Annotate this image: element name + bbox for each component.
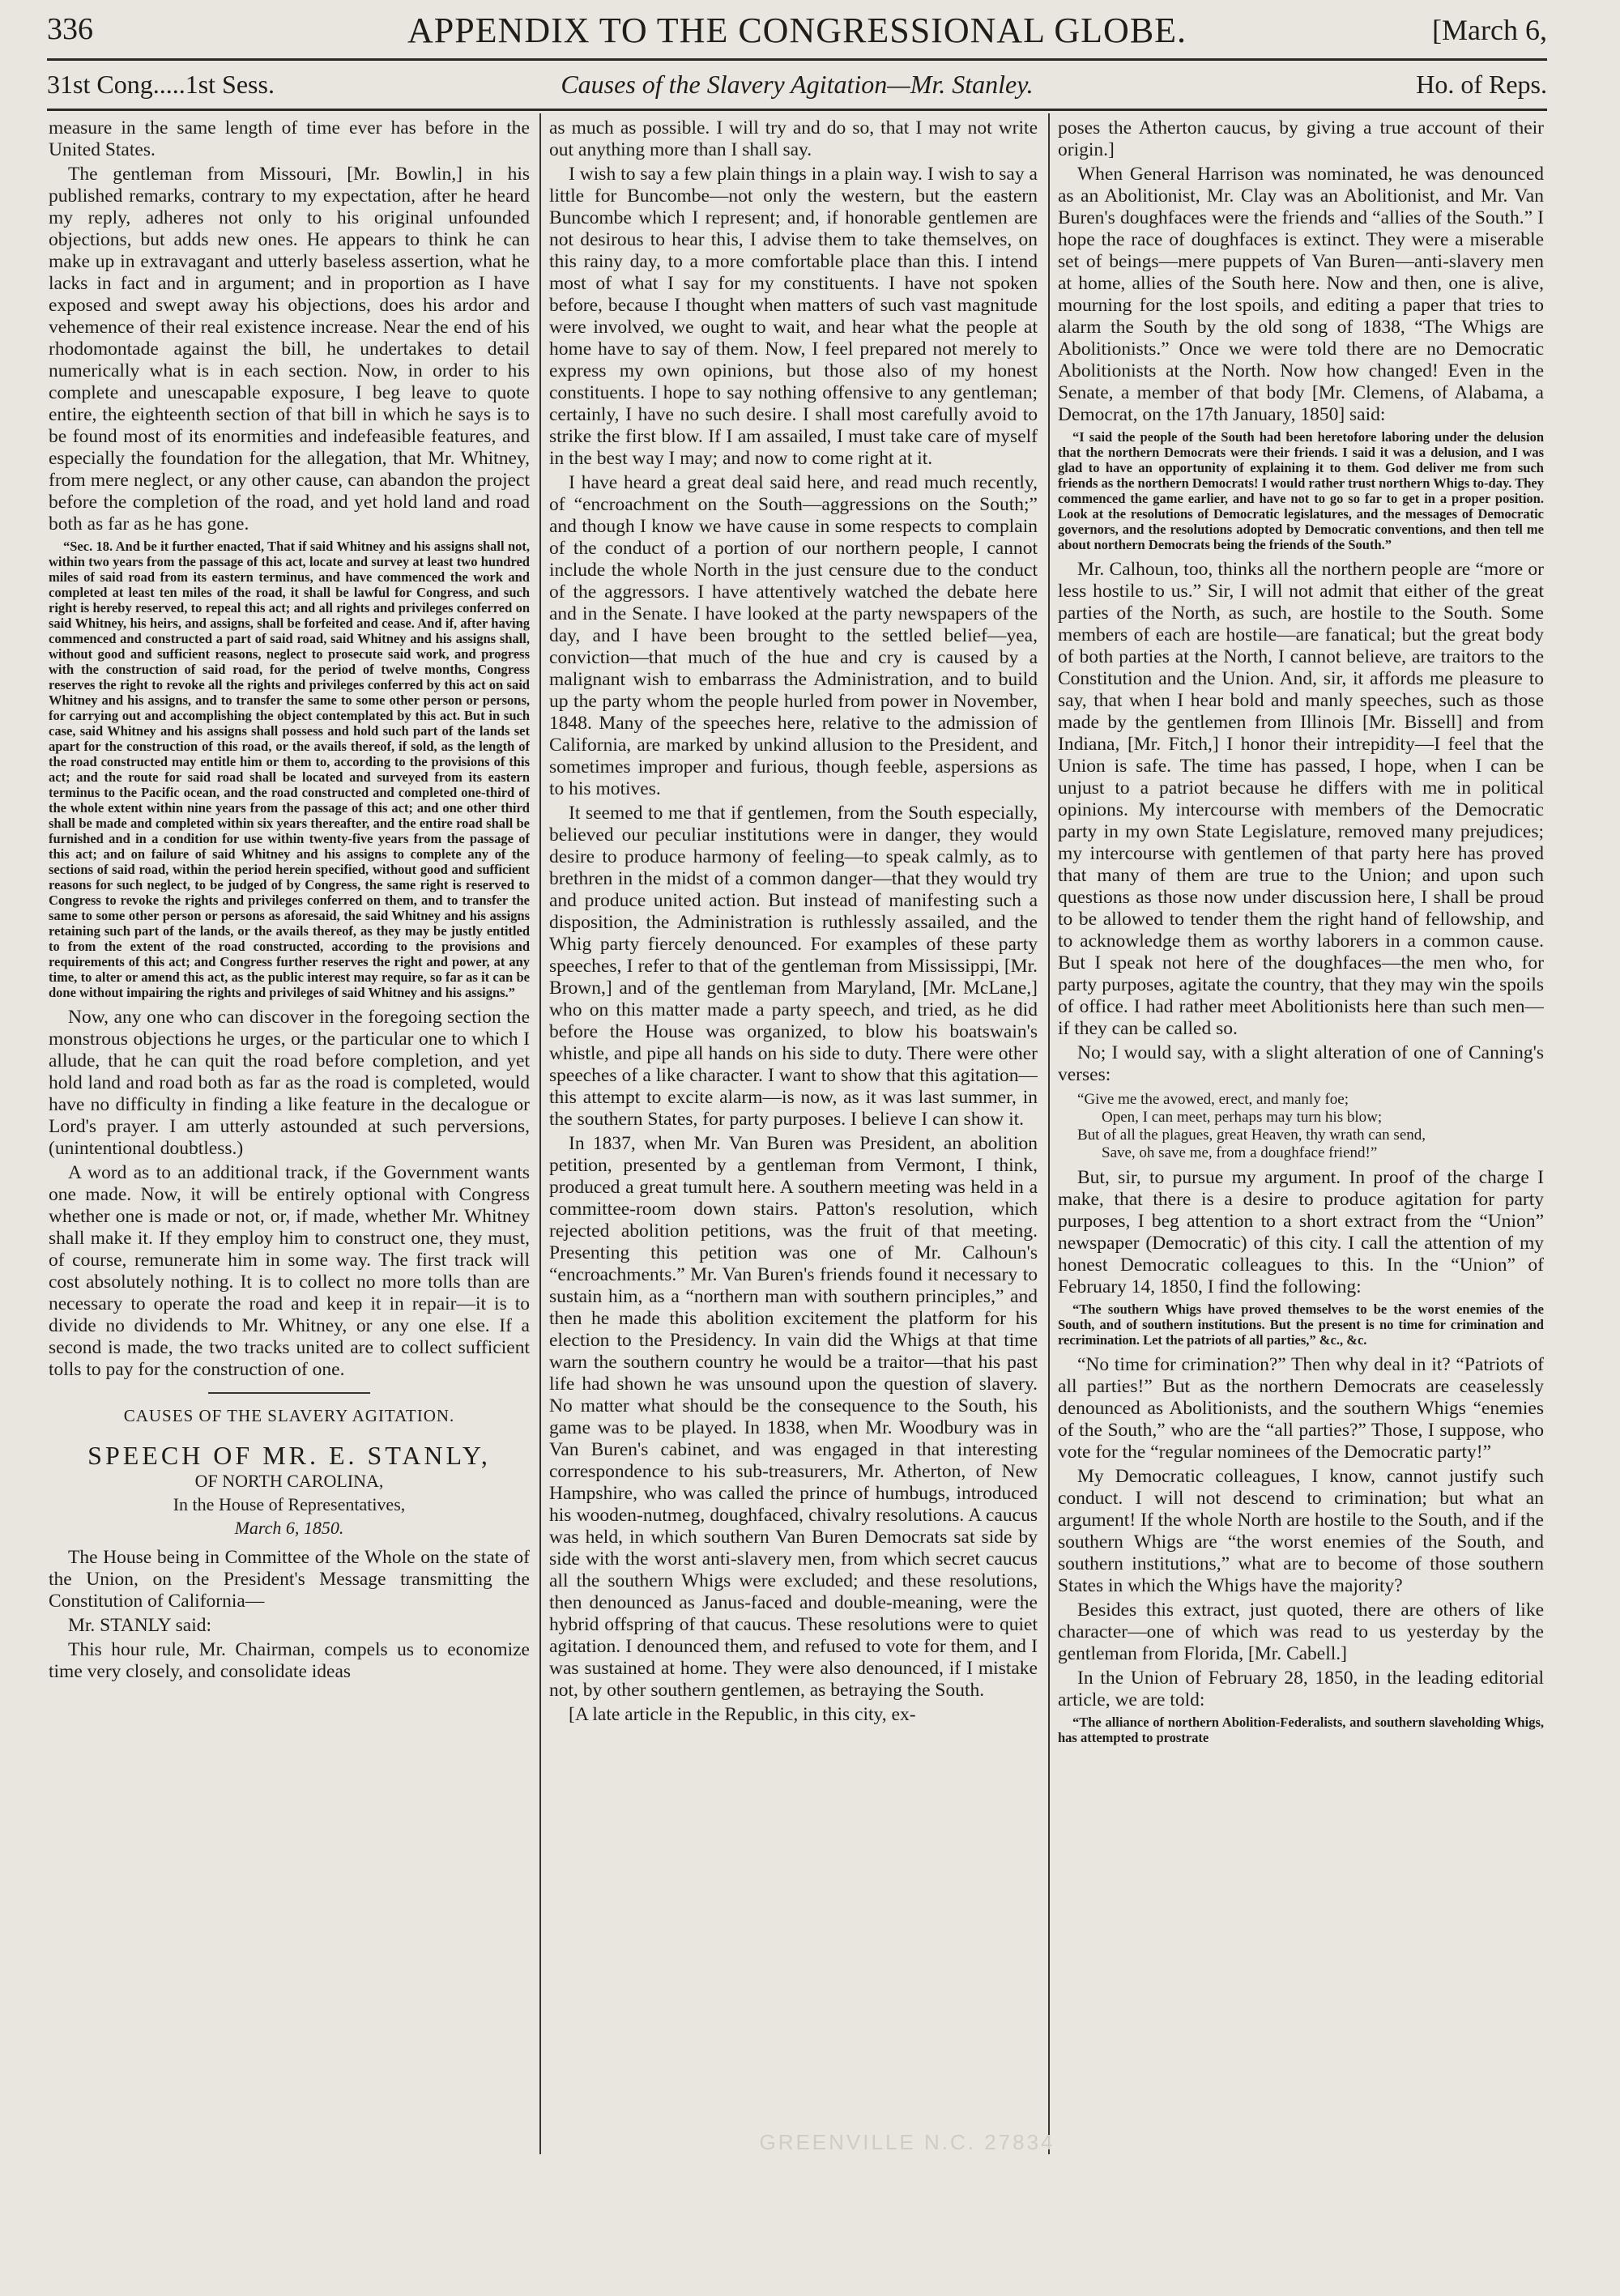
page-header xyxy=(47,6,1547,53)
subheader-rule xyxy=(47,109,1547,111)
column-divider xyxy=(539,113,541,2154)
paragraph: Mr. STANLY said: xyxy=(68,1615,212,1636)
publication-title: APPENDIX TO THE CONGRESSIONAL GLOBE. xyxy=(407,11,1187,50)
paragraph: measure in the same length of time ever has before in the United States. xyxy=(49,117,530,160)
paragraph: No; I would say, with a slight alteration of one of Canning's verses: xyxy=(1058,1042,1544,1085)
house-label: Ho. of Reps. xyxy=(1416,70,1547,99)
paragraph: The House being in Committee of the Whole on the state of the Union, on the President's Message transmitting the Constitution of California— xyxy=(49,1547,530,1612)
paragraph: In 1837, when Mr. Van Buren was President, an abolition petition, presented by a gentleman from Vermont, I think, produced a great tumult here. A southern meeting was held in a committee-room down stairs. Patton's resolution, which rejected abolition petitions, was the fruit of that meeting. Presenting this petition was one of Mr. Calhoun's “encroachments.” Mr. Van Buren's friends found it necessary to sustain him, as a “northern man with southern principles,” and then he made this abolition excitement the platform for his election to the Presidency. In vain did the Whigs at that time warn the southern country he would be a traitor—that his past life had shown he was unsound upon the question of slavery. No matter what should be the consequence to the South, his game was to be played. In 1838, when Mr. Woodbury was in Van Buren's cabinet, and was engaged in that interesting correspondence to his sub-treasurers, Mr. Atherton, of New Hampshire, who was called the prince of humbugs, introduced his wooden-nutmeg, doughfaced, chivalry resolutions. A caucus was held, in which southern Van Buren Democrats sat side by side with the worst anti-slavery men, from which secret caucus all the southern Whigs were excluded; and these resolutions, then denounced as Janus-faced and double-meaning, were the hybrid offspring of that caucus. These resolutions were to quiet agitation. I denounced them, and refused to vote for them, and I was sustained at home. They were also denounced, if I mistake not, by other southern gentlemen, as betraying the South. xyxy=(549,1133,1038,1701)
verse-line: But of all the plagues, great Heaven, thy wrath can send, xyxy=(1077,1127,1426,1144)
verse-quote xyxy=(1077,1091,1544,1162)
paragraph: In the Union of February 28, 1850, in the leading editorial article, we are told: xyxy=(1058,1668,1544,1710)
column-1 xyxy=(49,117,530,2215)
paragraph: This hour rule, Mr. Chairman, compels us to economize time very closely, and consolidate ideas xyxy=(49,1639,530,1682)
verse-line: Save, oh save me, from a doughface friend!” xyxy=(1102,1144,1378,1161)
paragraph: Besides this extract, just quoted, there are others of like character—one of which was read to us yesterday by the gentleman from Florida, [Mr. Cabell.] xyxy=(1058,1600,1544,1664)
paragraph: My Democratic colleagues, I know, cannot justify such conduct. I will not descend to crimination; but what an argument! If the whole North are hostile to the South, and if the southern Whigs are “the worst enemies of the South, and southern institutions,” what are to become of those southern States in which the Whigs have the majority? xyxy=(1058,1466,1544,1596)
header-date: [March 6, xyxy=(1432,14,1547,46)
block-quote: “I said the people of the South had been heretofore laboring under the delusion that the northern Democrats were their friends. I said it was a delusion, and I was glad to have an opportunity of explaining it to them. God deliver me from such friends as the northern Democrats! I would rather trust northern Whigs to-day. They commenced the game earlier, and have not to go so far to get in a proper position. Look at the resolutions of Democratic legislatures, and the messages of Democratic governors, and the resolutions adopted by Democratic conventions, and then tell me about northern Democrats being the friends of the South.” xyxy=(1058,429,1544,552)
column-divider xyxy=(1048,113,1050,2154)
paragraph: The gentleman from Missouri, [Mr. Bowlin,] in his published remarks, contrary to my expectation, after he heard my reply, adheres not only to his original unfounded objections, but adds new ones. He appears to think he can make up in extravagant and utterly baseless assertion, what he lacks in fact and in argument; and in proportion as I have exposed and swept away his objections, does his ardor and vehemence of their real existence increase. Near the end of his rhodomontade against the bill, he undertakes to detail numerically what is in each section. Now, in order to his complete and unescapable exposure, I beg leave to quote entire, the eighteenth section of that bill in which he says is to be found most of its enormities and indefeasible features, and especially the foundation for the allegation, that Mr. Whitney, from mere neglect, or any other cause, can abandon the project before the completion of the road, and yet hold land and road both as far as he has gone. xyxy=(49,164,530,535)
speech-venue: In the House of Representatives, xyxy=(173,1494,406,1514)
paragraph: I wish to say a few plain things in a plain way. I wish to say a little for Buncombe—not only the western, but the eastern Buncombe which I represent; and, if honorable gentlemen are not desirous to hear this, I advise them to take themselves, on this rainy day, to a more comfortable place than this. I intend most of what I say for my constituents. I have not spoken before, because I thought when matters of such vast magnitude were involved, we ought to wait, and hear what the people at home have to say of them. Now, I feel prepared not merely to express my own opinions, but those also of my honest constituents. I hope to say nothing offensive to any gentleman; certainly, I have no such desire. I shall most carefully avoid to strike the first blow. If I am assailed, I must take care of myself in the best way I may; and now to come right at it. xyxy=(549,164,1038,469)
section-rule xyxy=(208,1392,370,1394)
library-stamp: GREENVILLE N.C. 27834 xyxy=(759,2130,1055,2154)
speech-title: SPEECH OF MR. E. STANLY, xyxy=(87,1441,491,1470)
block-quote: “Sec. 18. And be it further enacted, That if said Whitney and his assigns shall not, within two years from the passage of this act, locate and survey at least two hundred miles of said road from its eastern terminus, and have commenced the work and completed at least ten miles of the road, it shall be lawful for Congress, and such right is hereby reserved, to repeal this act; and all rights and privileges conferred on said Whitney, his heirs, and assigns, shall be forfeited and cease. And if, after having commenced and constructed a part of said road, said Whitney and his assigns shall, without good and sufficient reasons, neglect to prosecute said work, and progress with the construction of said road, for the period of twelve months, Congress reserves the right to revoke all the rights and privileges conferred by this act on said Whitney and his assigns, and to transfer the same to some other person or persons, for carrying out and accomplishing the object contemplated by this act. But in such case, said Whitney and his assigns shall possess and hold such part of the lands set apart for the construction of this road, or the avails thereof, if sold, as the length of the road constructed may entitle him or them to, according to the provisions of this act; and the route for said road shall be located and surveyed from its eastern terminus to the Pacific ocean, and the road constructed and completed one-third of the whole extent within nine years from the passage of this act; and one other third shall be made and completed within six years thereafter, and the entire road shall be furnished and in a condition for use within twenty-five years from the passage of this act; and on failure of said Whitney and his assigns to complete any of the sections of said road, within the period herein specified, without good and sufficient reasons for such neglect, to be judged of by Congress, the same right is reserved to Congress to revoke the rights and privileges conferred on them, and to transfer the same to some other person or persons as aforesaid, the said Whitney and his assigns retaining such part of the lands, or the avails thereof, as they may be justly entitled to from the extent of the road constructed, according to the provisions and requirements of this act; and Congress further reserves the right and power, at any time, to alter or amend this act, as the public interest may require, so far as it can be done without impairing the rights and privileges of said Whitney and his assigns.” xyxy=(49,539,530,1000)
paragraph: A word as to an additional track, if the Government wants one made. Now, it will be entirely optional with Congress whether one is made or not, or, if made, whether Mr. Whitney shall make it. If they employ him to construct one, they must, of course, remunerate him in some way. The first track will cost absolutely nothing. It is to collect no more tolls than are necessary to operate the road and keep it in repair—it is to divide no dividends to Mr. Whitney, or any one else. If a second is made, the two tracks united are to collect sufficient tolls to pay for the construction of one. xyxy=(49,1162,530,1380)
block-quote: “The southern Whigs have proved themselves to be the worst enemies of the South, and of southern institutions. But the present is no time for crimination and recrimination. Let the patriots of all parties,” &c., &c. xyxy=(1058,1301,1544,1348)
sub-header xyxy=(47,65,1547,105)
column-3 xyxy=(1058,117,1544,2215)
paragraph: It seemed to me that if gentlemen, from the South especially, believed our peculiar institutions were in danger, they would desire to produce harmony of feeling—to speak calmly, as to brethren in the midst of a common danger—that they would try and produce united action. But instead of manifesting such a disposition, the Administration is ruthlessly assailed, and the Whig party fiercely denounced. For examples of these party speeches, I refer to that of the gentleman from Mississippi, [Mr. Brown,] and of the gentleman from Maryland, [Mr. McLane,] who on this matter made a party speech, and tried, as he did before the House was organized, to blow his boatswain's whistle, and pipe all hands on his side to duty. There were other speeches of a like character. I want to show that this agitation—this attempt to excite alarm—is now, as it was last summer, in the southern States, for party purposes. I believe I can show it. xyxy=(549,803,1038,1130)
paragraph: Mr. Calhoun, too, thinks all the northern people are “more or less hostile to us.” Sir, I will not admit that either of the great parties of the North, as such, are hostile to the South. Some members of each are hostile—are fanatical; but the great body of both parties at the North, I cannot believe, are traitors to the Constitution and the Union. And, sir, it affords me pleasure to say, that when I hear bold and manly speeches, such as those made by the gentlemen from Illinois [Mr. Bissell] and from Indiana, [Mr. Fitch,] I honor their intrepidity—I feel that the Union is safe. The time has passed, I hope, when I can be unjust to a patriot because he differs with me in political opinions. My intercourse with members of the Democratic party in my own State Legislature, removed many prejudices; my intercourse with gentlemen of that party here has proved that many of them are true to the Union; and upon such questions as those now under discussion here, I shall be proud to be allowed to tender them the right hand of fellowship, and to acknowledge them as worthy laborers in a common cause. But I speak not here of the doughfaces—the men who, for party purposes, agitate the country, that they may win the spoils of office. I had rather meet Abolitionists here than such men—if they can be called so. xyxy=(1058,559,1544,1039)
section-heading: CAUSES OF THE SLAVERY AGITATION. xyxy=(123,1406,455,1425)
column-2 xyxy=(549,117,1038,2215)
verse-line: Open, I can meet, perhaps may turn his blow; xyxy=(1102,1109,1383,1126)
paragraph: “No time for crimination?” Then why deal in it? “Patriots of all parties!” But as the northern Democrats are ceaselessly denounced as Abolitionists, and the southern Whigs “enemies of the South,” who are the “all parties?” Those, I suppose, who vote for the “regular nominees of the Democratic party!” xyxy=(1058,1354,1544,1463)
paragraph: as much as possible. I will try and do so, that I may not write out anything more than I shall say. xyxy=(549,117,1038,160)
congress-session: 31st Cong.....1st Sess. xyxy=(47,70,275,99)
speech-date: March 6, 1850. xyxy=(234,1518,344,1538)
paragraph: Now, any one who can discover in the foregoing section the monstrous objections he urges, or the particular one to which I allude, that he can quit the road before completion, and yet hold land and road both as far as the road is completed, would have no difficulty in finding a like feature in the decalogue or Lord's prayer. I am utterly astounded at such perversions, (unintentional doubtless.) xyxy=(49,1007,530,1159)
verse-line: “Give me the avowed, erect, and manly foe; xyxy=(1077,1091,1349,1108)
paragraph: But, sir, to pursue my argument. In proof of the charge I make, that there is a desire to produce agitation for party purposes, I beg attention to a short extract from the “Union” newspaper (Democratic) of this city. I call the attention of my honest Democratic colleagues to this. In the “Union” of February 14, 1850, I find the following: xyxy=(1058,1167,1544,1297)
paragraph: When General Harrison was nominated, he was denounced as an Abolitionist, Mr. Clay was an Abolitionist, and Mr. Van Buren's doughfaces were the friends and “allies of the South.” I hope the race of doughfaces is extinct. They were a miserable set of beings—mere puppets of Van Buren—anti-slavery men at home, allies of the South here. Now and then, one is alive, mourning for the lost spoils, and editing a paper that tries to alarm the South by the old song of 1838, “The Whigs are Abolitionists.” Once we were told there are no Democratic Abolitionists at the North. Now how changed! Even in the Senate, a member of that body [Mr. Clemens, of Alabama, a Democrat, on the 17th January, 1850] said: xyxy=(1058,164,1544,425)
paragraph: [A late article in the Republic, in this city, ex- xyxy=(569,1704,916,1725)
running-title: Causes of the Slavery Agitation—Mr. Stanley. xyxy=(561,70,1034,99)
page-number: 336 xyxy=(47,12,93,46)
header-rule xyxy=(47,58,1547,61)
block-quote: “The alliance of northern Abolition-Federalists, and southern slaveholding Whigs, has attempted to prostrate xyxy=(1058,1715,1544,1745)
paragraph: poses the Atherton caucus, by giving a true account of their origin.] xyxy=(1058,117,1544,160)
speaker-state: OF NORTH CAROLINA, xyxy=(194,1471,384,1491)
paragraph: I have heard a great deal said here, and read much recently, of “encroachment on the South—aggressions on the South;” and though I know we have cause in some respects to complain of the conduct of a portion of our northern people, I cannot include the whole North in the just censure due to the conduct of the aggressors. I have attentively watched the debate here and in the Senate. I have looked at the party newspapers of the day, and I have been brought to the settled belief—yea, conviction—that much of the hue and cry is caused by a malignant wish to embarrass the Administration, and to build up the party whom the people hurled from power in November, 1848. Many of the speeches here, relative to the admission of California, are marked by unkind allusion to the President, and sometimes improper and furious, though feeble, aspersions as to his motives. xyxy=(549,472,1038,799)
